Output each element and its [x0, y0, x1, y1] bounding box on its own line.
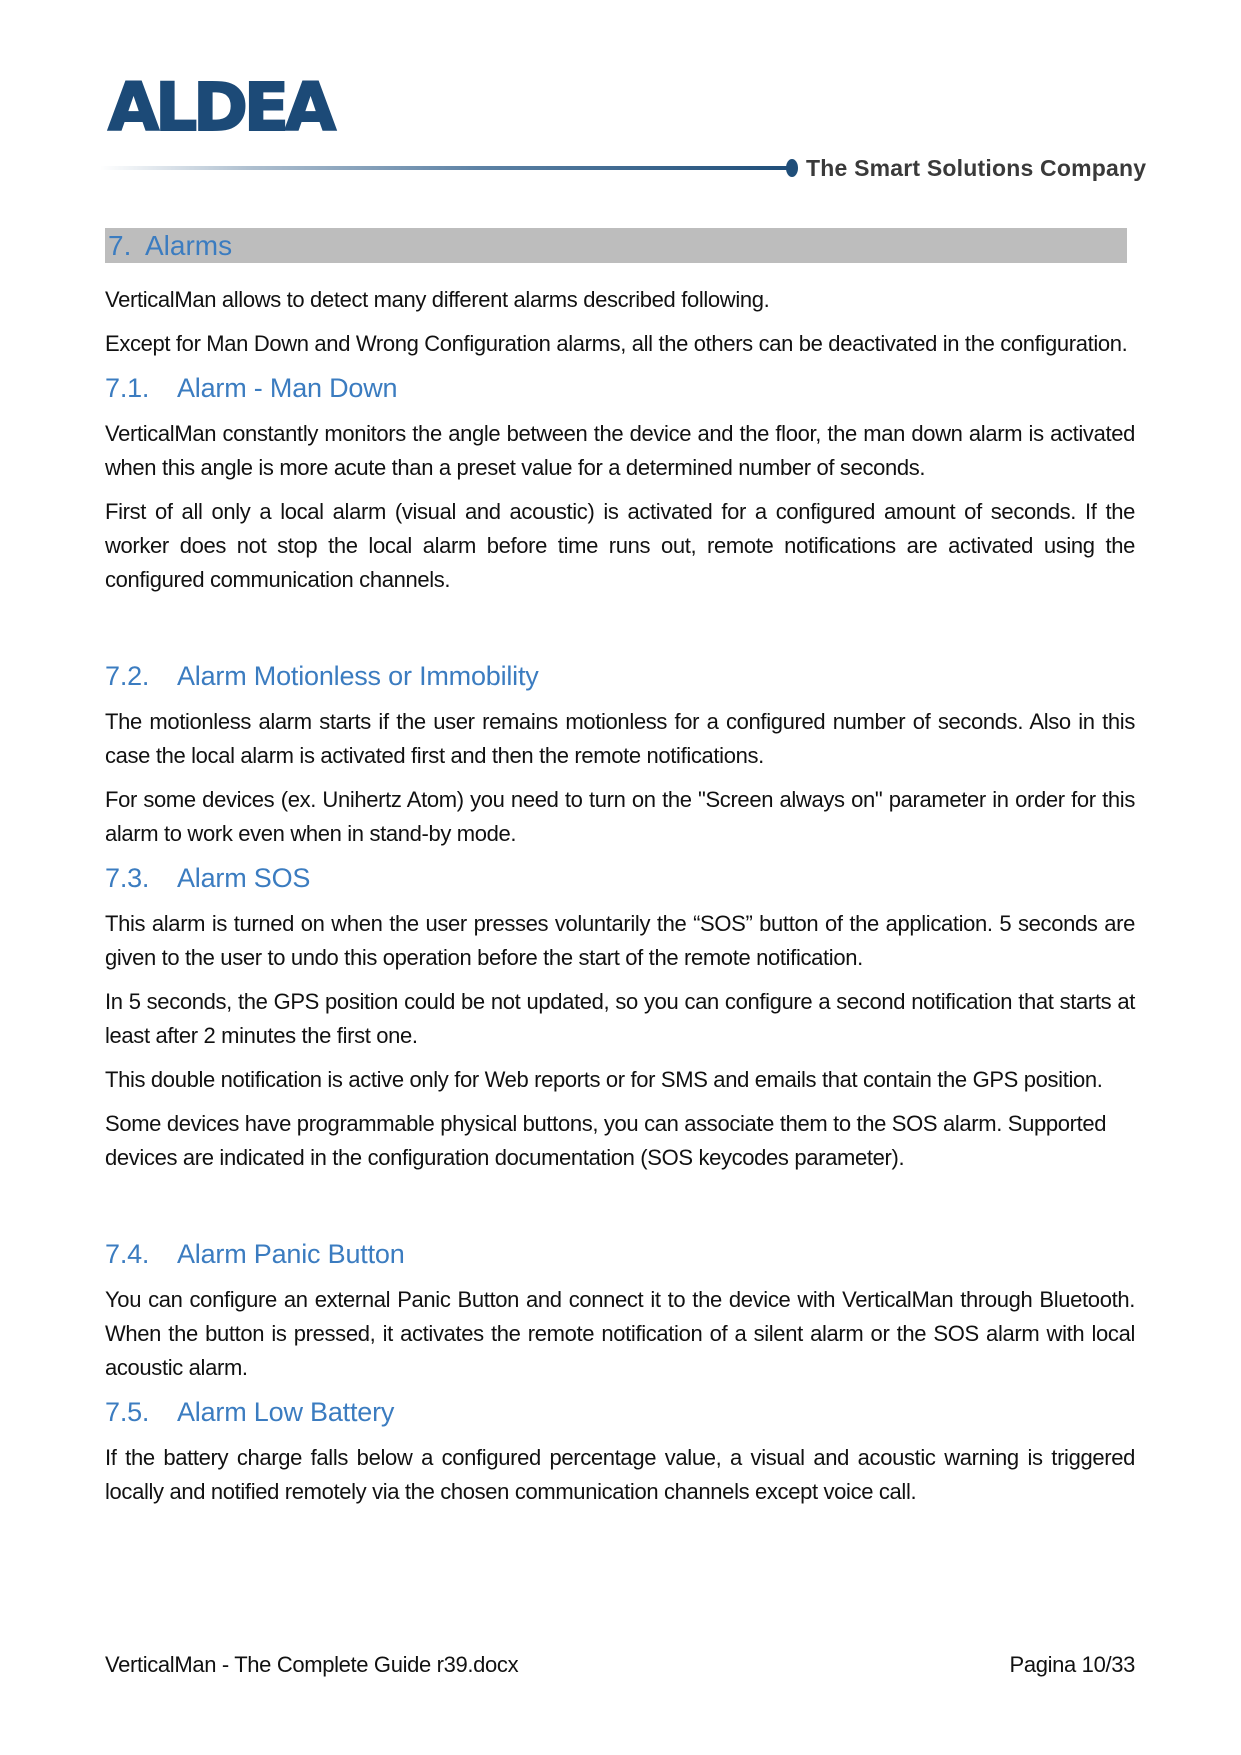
paragraph: The motionless alarm starts if the user remains motionless for a configured number of seconds. Also in this case the local alarm is activated first and then the remote notifications. — [105, 709, 1135, 768]
paragraph: In 5 seconds, the GPS position could be not updated, so you can configure a second notification that starts at least after 2 minutes the first one. — [105, 989, 1135, 1048]
paragraph: VerticalMan constantly monitors the angle between the device and the floor, the man down alarm is activated when this angle is more acute than a preset value for a determined number of seconds. — [105, 421, 1135, 480]
document-content — [105, 263, 1135, 1519]
subsection-number: 7.1. — [105, 373, 150, 403]
footer-document-name: VerticalMan - The Complete Guide r39.docx — [105, 1652, 519, 1677]
subsection-title: Alarm SOS — [177, 863, 311, 893]
section-title: Alarms — [145, 230, 233, 261]
paragraph: This alarm is turned on when the user presses voluntarily the “SOS” button of the application. 5 seconds are given to the user to undo this operation before the start of the remote notification. — [105, 911, 1135, 970]
intro-paragraph: Except for Man Down and Wrong Configuration alarms, all the others can be deactivated in the configuration. — [105, 331, 1128, 356]
section-number: 7. — [108, 230, 132, 261]
header-rule-line — [100, 166, 788, 170]
subsection-heading-7-1 — [105, 371, 1135, 405]
subsection-number: 7.4. — [105, 1239, 150, 1269]
paragraph: First of all only a local alarm (visual and acoustic) is activated for a configured amount of seconds. If the worker does not stop the local alarm before time runs out, remote notifications are activated using the configured communication channels. — [105, 499, 1135, 592]
page-footer — [105, 1648, 1135, 1682]
subsection-title: Alarm Motionless or Immobility — [177, 661, 539, 691]
section-title-bar — [105, 228, 1127, 263]
tagline-dot-icon — [786, 159, 798, 177]
subsection-number: 7.3. — [105, 863, 150, 893]
subsection-heading-7-2 — [105, 659, 1135, 693]
subsection-number: 7.5. — [105, 1397, 150, 1427]
paragraph: Some devices have programmable physical buttons, you can associate them to the SOS alarm. Supported devices are indicated in the configuration documentation (SOS keycodes parameter). — [105, 1111, 1107, 1170]
paragraph: This double notification is active only for Web reports or for SMS and emails that contain the GPS position. — [105, 1067, 1103, 1092]
subsection-heading-7-5 — [105, 1395, 1135, 1429]
subsection-title: Alarm Panic Button — [177, 1239, 405, 1269]
subsection-number: 7.2. — [105, 661, 150, 691]
subsection-title: Alarm Low Battery — [177, 1397, 395, 1427]
company-tagline: The Smart Solutions Company — [806, 155, 1147, 181]
aldea-logo — [106, 58, 406, 153]
subsection-heading-7-3 — [105, 861, 1135, 895]
intro-paragraph: VerticalMan allows to detect many different alarms described following. — [105, 287, 770, 312]
paragraph: For some devices (ex. Unihertz Atom) you need to turn on the "Screen always on" parameter in order for this alarm to work even when in stand-by mode. — [105, 787, 1135, 846]
paragraph: If the battery charge falls below a configured percentage value, a visual and acoustic warning is triggered locally and notified remotely via the chosen communication channels except voice call. — [105, 1445, 1135, 1504]
subsection-heading-7-4 — [105, 1237, 1135, 1271]
paragraph: You can configure an external Panic Button and connect it to the device with VerticalMan through Bluetooth. When the button is pressed, it activates the remote notification of a silent alarm or the SOS alarm with local acoustic alarm. — [105, 1287, 1135, 1380]
footer-page-number: Pagina 10/33 — [1009, 1652, 1135, 1677]
subsection-title: Alarm - Man Down — [177, 373, 398, 403]
aldea-logo-image — [106, 58, 406, 153]
aldea-logo-text: ALDEA — [108, 69, 333, 146]
